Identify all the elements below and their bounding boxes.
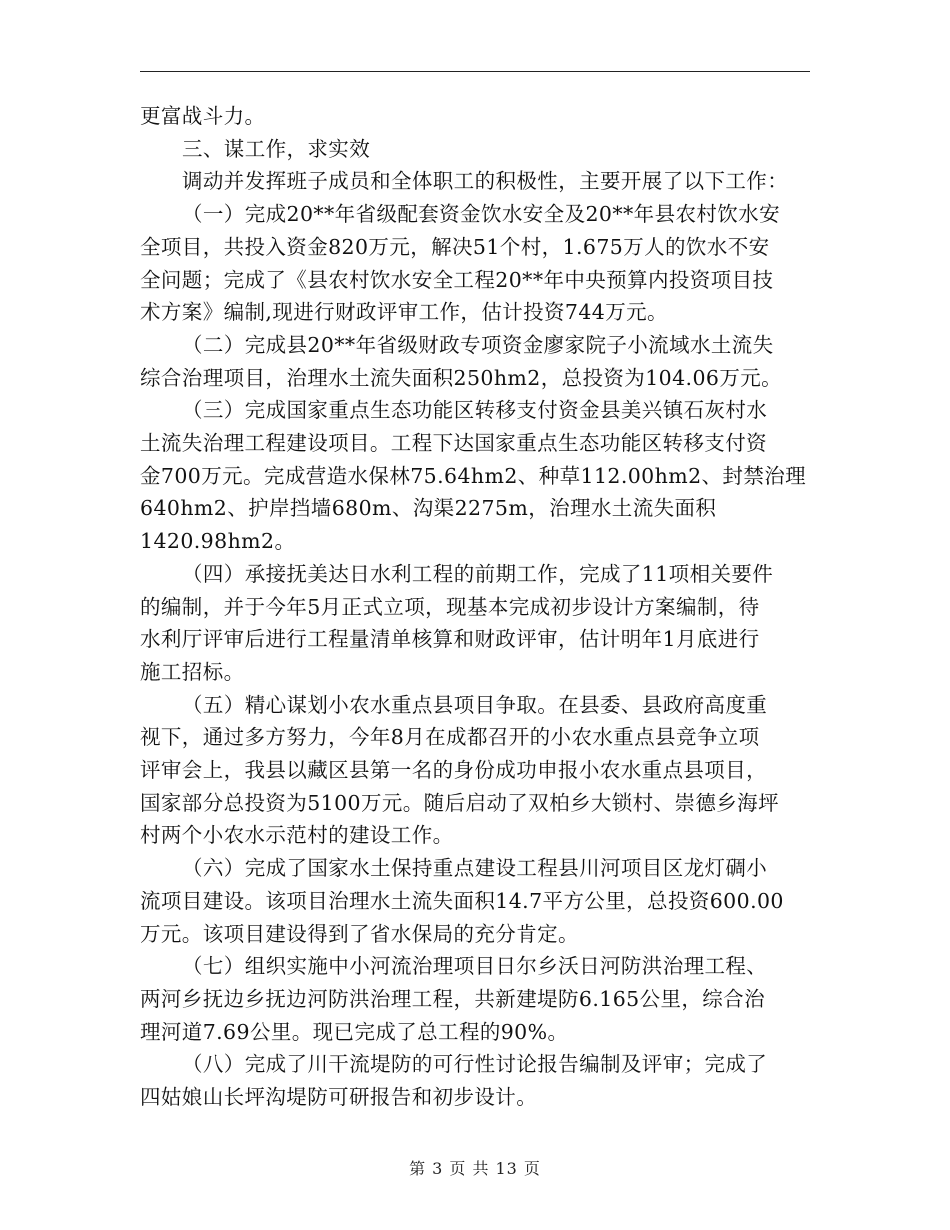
footer-prefix: 第: [409, 1159, 427, 1178]
text-line: 流项目建设。该项目治理水土流失面积14.7平方公里，总投资600.00: [140, 888, 784, 913]
text-line: 更富战斗力。: [140, 104, 266, 128]
text-line: 土流失治理工程建设项目。工程下达国家重点生态功能区转移支付资: [140, 431, 767, 456]
text-line: （四）承接抚美达日水利工程的前期工作，完成了11项相关要件: [182, 561, 774, 586]
document-body: [140, 100, 810, 1114]
text-line: 640hm2、护岸挡墙680m、沟渠2275m，治理水土流失面积: [140, 496, 717, 521]
text-line: 评审会上，我县以藏区县第一名的身份成功申报小农水重点县项目，: [140, 758, 767, 783]
text-line: 水利厅评审后进行工程量清单核算和财政评审，估计明年1月底进行: [140, 627, 760, 652]
text-line: 国家部分总投资为5100万元。随后启动了双柏乡大锁村、崇德乡海坪: [140, 790, 779, 815]
footer-total-pages: 13: [495, 1159, 518, 1178]
text-line: 全问题；完成了《县农村饮水安全工程20**年中央预算内投资项目技: [140, 267, 774, 292]
text-line: （五）精心谋划小农水重点县项目争取。在县委、县政府高度重: [182, 692, 768, 717]
text-line: 四姑娘山长坪沟堤防可研报告和初步设计。: [140, 1085, 538, 1110]
header-rule: [140, 71, 810, 72]
text-line: （二）完成县20**年省级财政专项资金廖家院子小流域水土流失: [182, 332, 774, 357]
text-line: 调动并发挥班子成员和全体职工的积极性，主要开展了以下工作：: [182, 169, 789, 194]
text-line: （八）完成了川干流堤防的可行性讨论报告编制及评审；完成了: [182, 1052, 768, 1077]
text-line: 万元。该项目建设得到了省水保局的充分肯定。: [140, 921, 579, 946]
footer-page-number: 3: [432, 1159, 444, 1178]
text-line: 两河乡抚边乡抚边河防洪治理工程，共新建堤防6.165公里，综合治: [140, 986, 765, 1011]
text-line: 金700万元。完成营造水保林75.64hm2、种草112.00hm2、封禁治理: [140, 463, 807, 488]
text-line: 1420.98hm2。: [140, 529, 296, 554]
text-line: （六）完成了国家水土保持重点建设工程县川河项目区龙灯碉小: [182, 856, 768, 881]
text-line: （三）完成国家重点生态功能区转移支付资金县美兴镇石灰村水: [182, 398, 768, 423]
text-line: 视下，通过多方努力，今年8月在成都召开的小农水重点县竞争立项: [140, 725, 760, 750]
text-line: 全项目，共投入资金820万元，解决51个村，1.675万人的饮水不安: [140, 234, 770, 259]
text-line: 的编制，并于今年5月正式立项，现基本完成初步设计方案编制，待: [140, 594, 760, 619]
text-line: 综合治理项目，治理水土流失面积250hm2，总投资为104.06万元。: [140, 365, 783, 390]
text-line: （一）完成20**年省级配套资金饮水安全及20**年县农村饮水安: [182, 202, 780, 227]
text-line: （七）组织实施中小河流治理项目日尔乡沃日河防洪治理工程、: [182, 954, 768, 979]
footer-middle: 页 共: [449, 1159, 490, 1178]
page-footer: [0, 1156, 950, 1179]
text-line: 村两个小农水示范村的建设工作。: [140, 823, 454, 848]
text-line: 理河道7.69公里。现已完成了总工程的90%。: [140, 1019, 569, 1044]
text-line: 三、谋工作，求实效: [182, 136, 371, 161]
text-line: 术方案》编制,现进行财政评审工作，估计投资744万元。: [140, 300, 668, 325]
footer-suffix: 页: [523, 1159, 541, 1178]
text-line: 施工招标。: [140, 659, 245, 684]
